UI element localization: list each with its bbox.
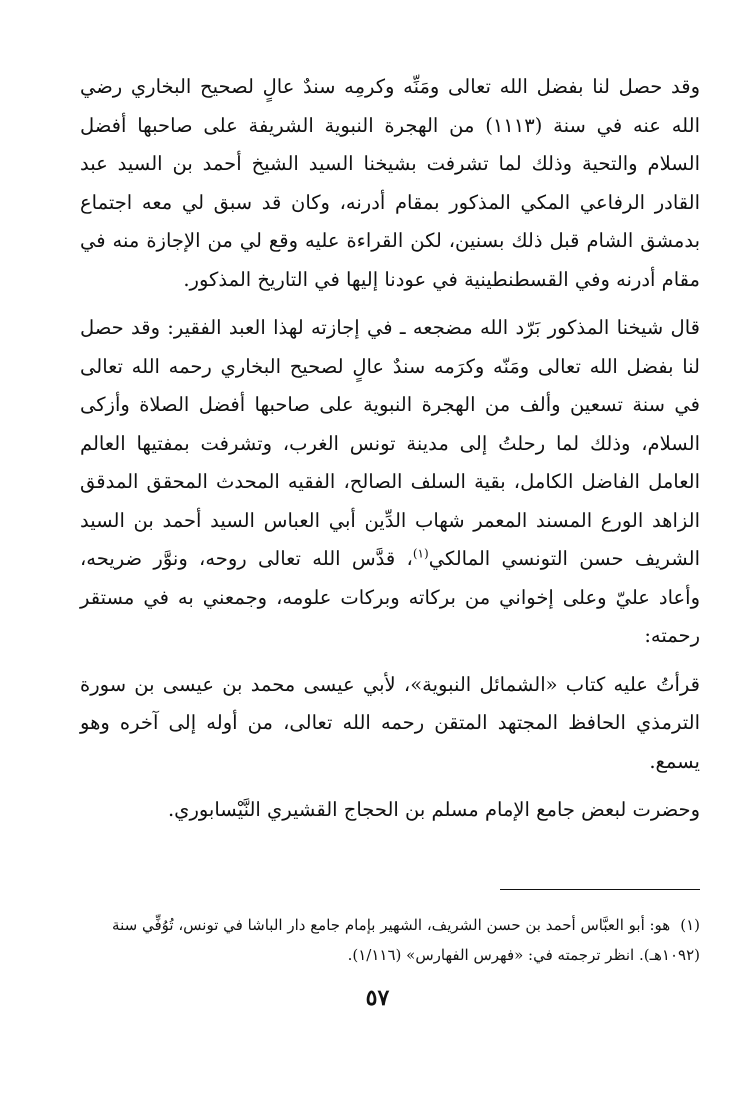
footnote-text: هو: أبو العبَّاس أحمد بن حسن الشريف، الشهير بإمام جامع دار الباشا في تونس، تُوُفِّي سنة (١٠٩٢هـ). انظر ترجمته في: «فهرس الفهارس» (١/١١٦). [112,916,700,964]
paragraph-1: وقد حصل لنا بفضل الله تعالى ومَنِّه وكرمِه سندٌ عالٍ لصحيح البخاري رضي الله عنه في سنة (١١١٣) من الهجرة النبوية الشريفة على صاحبها أفضل السلام والتحية وذلك لما تشرفت بشيخنا السيد الشيخ أحمد بن السيد عبد القادر الرفاعي المكي المذكور بمقام أدرنه، وكان قد سبق لي معه اجتماع بدمشق الشام قبل ذلك بسنين، لكن القراءة عليه وقع لي من الإجازة منه في مقام أدرنه وفي القسطنطينية في عودنا إليها في التاريخ المذكور. [80,75,701,291]
page-number: ٥٧ [365,985,390,1011]
paragraph-3: قرأتُ عليه كتاب «الشمائل النبوية»، لأبي عيسى محمد بن عيسى بن سورة الترمذي الحافظ المجتهد المتقن رحمه الله تعالى، من أوله إلى آخره وهو يسمع. [80,672,700,773]
paragraph-4: وحضرت لبعض جامع الإمام مسلم بن الحجاج القشيري النَّيْسابوري. [167,798,700,821]
main-text [80,68,700,830]
footnote-number: (١) [680,916,700,934]
paragraph-2-text-after-ref: ، قدَّس الله تعالى روحه، ونوَّر ضريحه، وأعاد عليّ وعلى إخواني من بركاته وبركات علومه، وجمعني به في مستقر رحمته: [80,547,700,647]
paragraph-2 [80,309,700,656]
footnote-reference[interactable]: (١) [412,546,429,561]
footnote-divider [500,889,700,890]
paragraph-2-text-before-ref: قال شيخنا المذكور بَرّد الله مضجعه ـ في إجازته لهذا العبد الفقير: وقد حصل لنا بفضل الله تعالى ومَنّه وكرَمه سندٌ عالٍ لصحيح البخاري رحمه الله تعالى في سنة تسعين وألف من الهجرة النبوية على صاحبها أفضل الصلاة وأزكى السلام، وذلك لما رحلتُ إلى مدينة تونس الغرب، وتشرفت بمفتيها العالم العامل الفاضل الكامل، بقية السلف الصالح، الفقيه المحدث المحقق المدقق الزاهد الورع المسند المعمر شهاب الدِّين أبي العباس السيد أحمد بن السيد الشريف حسن التونسي المالكي [80,316,700,570]
footnote [80,910,700,970]
